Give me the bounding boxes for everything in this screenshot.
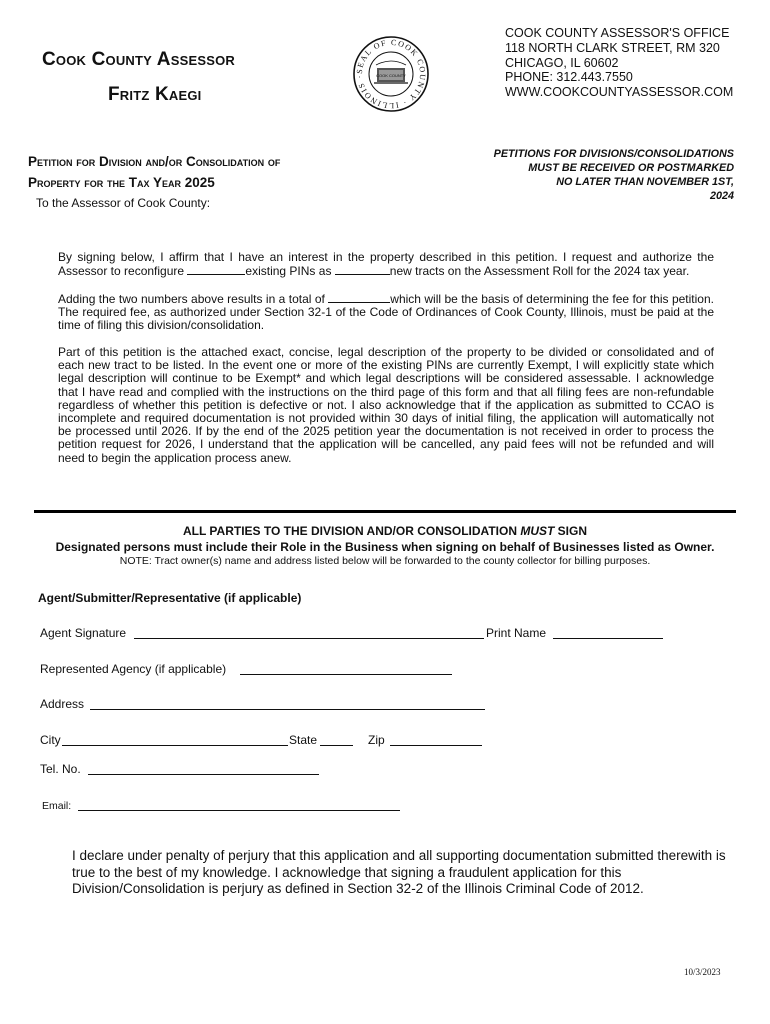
office-line: COOK COUNTY ASSESSOR'S OFFICE — [505, 26, 730, 40]
petition-title-line: Property for the Tax Year 2025 — [28, 175, 215, 190]
assessor-name: Fritz Kaegi — [108, 84, 202, 105]
zip-label: Zip — [368, 733, 385, 747]
deadline-line: NO LATER THAN NOVEMBER 1ST, — [556, 176, 734, 188]
legal-description-paragraph: Part of this petition is the attached exact, concise, legal description of the property to be divided or consolidated and of each new tract to be listed. In the event one or more of the existing PINs are currently Exempt, I will explicitly state which legal description will continue to be Exempt* and which legal descriptions will be considered assessable. I acknowledge that I have read and complied with the instructions on the third page of this form and that all filing fees are non-refundable regardless of whether this petition is defective or not. I also acknowledge that if the application as submitted to CCAO is incomplete and required documentation is not provided within 30 days of initial filing, the application will automatically not be processed until 2026. If by the end of the 2025 petition year the documentation is not received in order to process the petition request for 2026, I understand that the application will be cancelled, any paid fees will not be refunded and will need to begin the application process anew. — [58, 345, 714, 465]
seal-inner-text: COOK COUNTY — [376, 73, 406, 78]
deadline-line: MUST BE RECEIVED OR POSTMARKED — [528, 162, 734, 174]
state-label: State — [289, 733, 318, 747]
zip-field[interactable] — [390, 745, 482, 746]
billing-note: NOTE: Tract owner(s) name and address listed below will be forwarded to the county collector for billing purposes. — [119, 555, 651, 567]
new-tracts-count-blank[interactable] — [335, 264, 390, 275]
email-field[interactable] — [78, 810, 400, 811]
print-name-label: Print Name — [486, 626, 547, 640]
office-line: WWW.COOKCOUNTYASSESSOR.COM — [505, 85, 734, 100]
agent-signature-field[interactable] — [134, 638, 484, 639]
assessor-office-title: Cook County Assessor — [42, 49, 235, 70]
print-name-field[interactable] — [553, 638, 663, 639]
agent-section-title: Agent/Submitter/Representative (if applicable) — [38, 591, 302, 605]
email-label: Email: — [42, 800, 72, 812]
fee-paragraph: Adding the two numbers above results in a total of which will be the basis of determining the fee for this petition. The required fee, as authorized under Section 32-1 of the Code of Ordinances of Cook County, Illinois, must be paid at the time of filing this division/consolidation. — [58, 292, 714, 333]
petition-title — [28, 151, 280, 193]
office-address-block — [505, 26, 733, 100]
represented-agency-label: Represented Agency (if applicable) — [40, 662, 227, 676]
seal-graphic — [352, 35, 430, 113]
office-line: 118 NORTH CLARK STREET, RM 320 — [505, 40, 720, 55]
tel-label: Tel. No. — [40, 762, 81, 776]
state-field[interactable] — [320, 745, 353, 746]
addressee: To the Assessor of Cook County: — [36, 196, 211, 210]
agent-signature-label: Agent Signature — [40, 626, 127, 640]
office-line: CHICAGO, IL 60602 — [505, 55, 619, 70]
address-field[interactable] — [90, 709, 485, 710]
represented-agency-field[interactable] — [240, 674, 452, 675]
section-divider — [34, 510, 736, 513]
revision-date: 10/3/2023 — [684, 967, 721, 977]
tel-field[interactable] — [88, 774, 319, 775]
address-label: Address — [40, 697, 85, 711]
city-label: City — [40, 733, 61, 747]
city-field[interactable] — [62, 745, 288, 746]
deadline-line: 2024 — [709, 190, 734, 202]
total-count-blank[interactable] — [328, 292, 390, 303]
perjury-declaration: I declare under penalty of perjury that this application and all supporting documentation submitted therewith is true to the best of my knowledge. I acknowledge that signing a fraudulent application for this Division/Consolidation is perjury as defined in Section 32-2 of the Illinois Criminal Code of 2012. — [72, 848, 726, 896]
signing-subheading: Designated persons must include their Role in the Business when signing on behalf of Businesses listed as Owner. — [55, 540, 715, 554]
filing-deadline-notice — [440, 147, 734, 203]
signing-heading: ALL PARTIES TO THE DIVISION AND/OR CONSOLIDATION MUST SIGN — [182, 524, 588, 538]
seal-ring-text: SEAL OF COOK COUNTY · ILLINOIS · — [354, 37, 428, 111]
authorization-paragraph: By signing below, I affirm that I have an interest in the property described in this petition. I request and authorize the Assessor to reconfigure existing PINs as new tracts on the Assessment Roll for the 2024 tax year. — [58, 250, 714, 279]
petition-title-line: Petition for Division and/or Consolidation of — [28, 154, 281, 169]
deadline-line: PETITIONS FOR DIVISIONS/CONSOLIDATIONS — [493, 148, 734, 160]
office-line: PHONE: 312.443.7550 — [505, 70, 633, 85]
existing-pins-count-blank[interactable] — [187, 264, 245, 275]
county-seal — [352, 35, 430, 113]
